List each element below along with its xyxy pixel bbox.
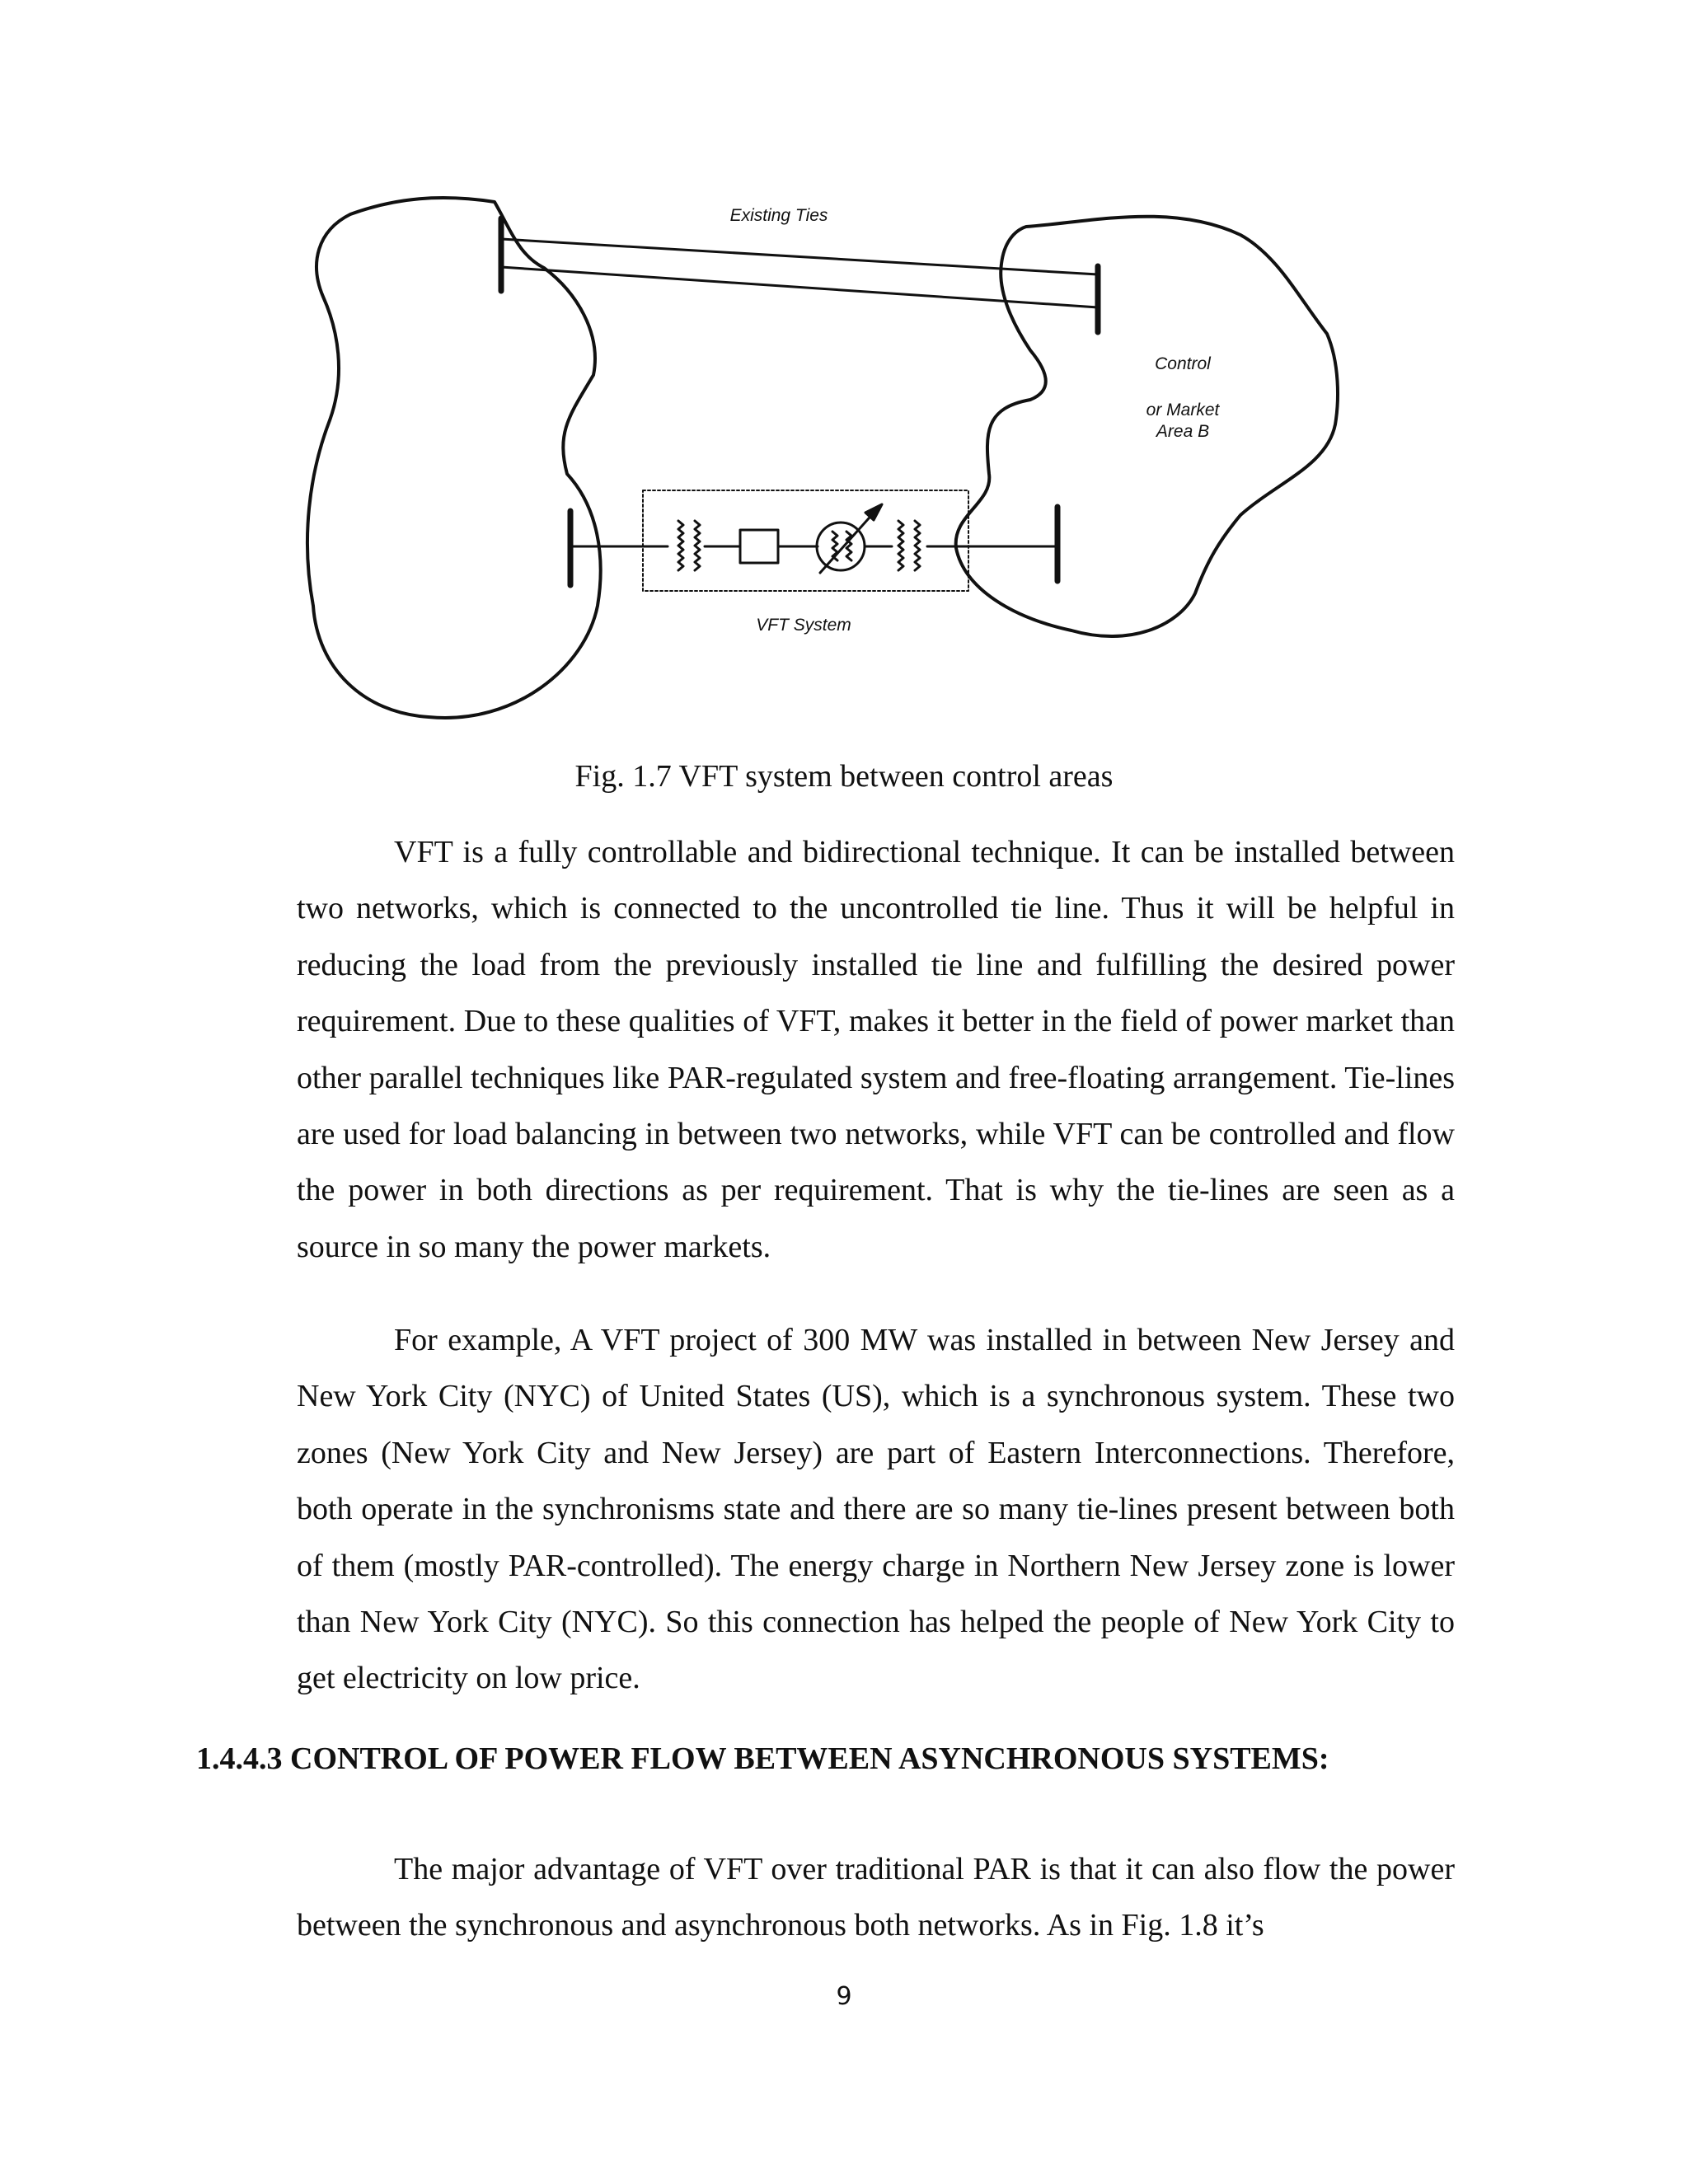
- label-market-area-1: or Market: [1146, 401, 1220, 419]
- label-market-area-2: Area B: [1156, 422, 1210, 441]
- section-heading: 1.4.4.3 CONTROL OF POWER FLOW BETWEEN ASYNCHRONOUS SYSTEMS:: [196, 1741, 1329, 1776]
- vft-figure-diagram: [305, 185, 1364, 733]
- existing-tie-line-2: [501, 267, 1098, 307]
- dc-drive-motor-box: [740, 530, 778, 563]
- control-area-a-outline: [307, 198, 601, 718]
- body-paragraph-1: VFT is a fully controllable and bidirectional technique. It can be installed between two networks, which is connected to the uncontrolled tie line. Thus it will be helpful in reducing the load from the previously installed tie line and fulfilling the desired power requirement. Due to these qualities of VFT, makes it better in the field of power market than other parallel techniques like PAR-regulated system and free-floating arrangement. Tie-lines are used for load balancing in between two networks, while VFT can be controlled and flow the power in both directions as per requirement. That is why the tie-lines are seen as a source in so many the power markets.: [297, 835, 1455, 1264]
- body-paragraph-2: For example, A VFT project of 300 MW was installed in between New Jersey and New York City (NYC) of United States (US), which is a synchronous system. These two zones (New York City and New Jersey) are part of Eastern Interconnections. Therefore, both operate in the synchronisms state and there are so many tie-lines present between both of them (mostly PAR-controlled). The energy charge in Northern New Jersey zone is lower than New York City (NYC). So this connection has helped the people of New York City to get electricity on low price.: [297, 1323, 1455, 1696]
- label-existing-ties: Existing Ties: [729, 206, 828, 225]
- label-control: Control: [1155, 354, 1211, 373]
- control-area-b-outline: [956, 217, 1338, 636]
- transformer-coil-left-a: [678, 521, 683, 570]
- label-vft-system: VFT System: [756, 616, 851, 635]
- figure-caption: Fig. 1.7 VFT system between control areas: [574, 759, 1114, 794]
- transformer-coil-left-b: [695, 521, 700, 570]
- rotary-transformer-arrow: [820, 511, 875, 573]
- body-paragraph-3: The major advantage of VFT over traditional PAR is that it can also flow the power between the synchronous and asynchronous both networks. As in Fig. 1.8 it’s: [297, 1852, 1455, 1943]
- transformer-coil-right-b: [915, 521, 920, 570]
- transformer-coil-right-a: [898, 521, 903, 570]
- page-number: 9: [836, 1982, 852, 2011]
